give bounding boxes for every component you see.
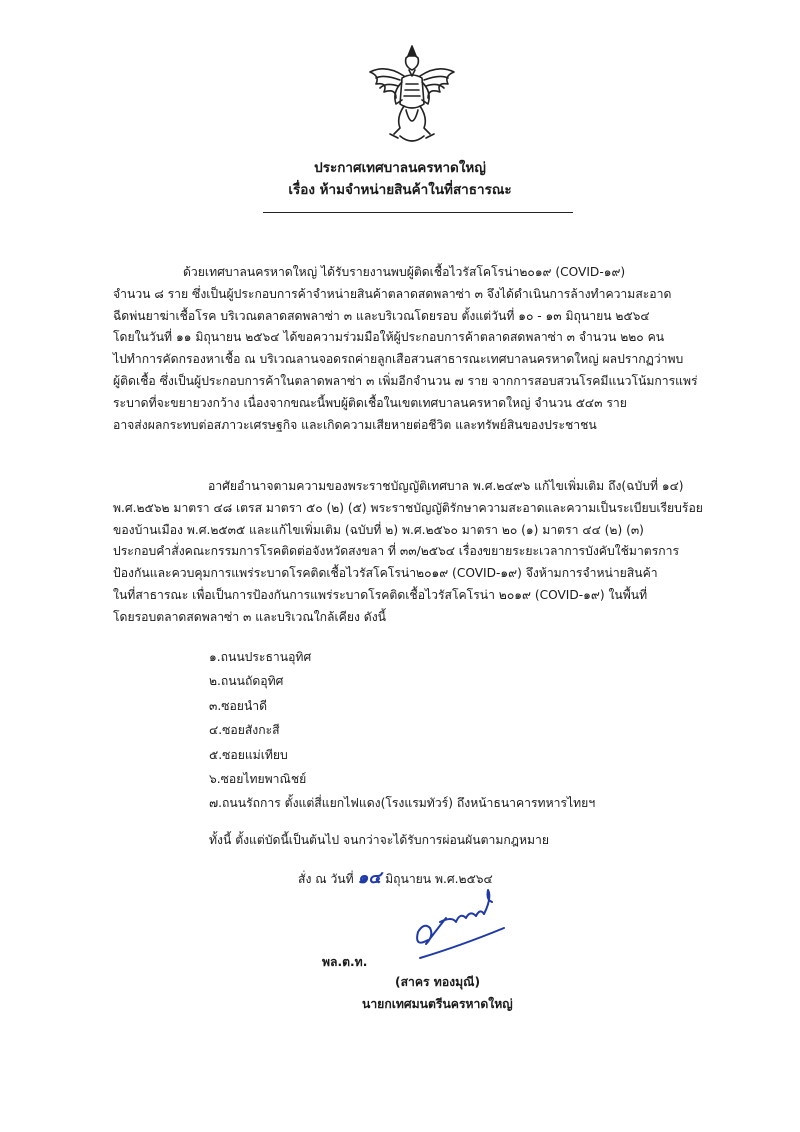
paragraph-line: โดยรอบตลาดสดพลาซ่า ๓ และบริเวณใกล้เคียง ดังนี้ <box>113 609 386 624</box>
body-paragraph-1 <box>113 262 703 436</box>
effective-statement: ทั้งนี้ ตั้งแต่บัดนี้เป็นต้นไป จนกว่าจะได้รับการผ่อนผันตามกฎหมาย <box>209 833 550 847</box>
list-item: ๖.ซอยไทยพาณิชย์ <box>209 771 307 786</box>
order-date-prefix: สั่ง ณ วันที่ <box>298 872 354 886</box>
handwritten-day: ๑๔ <box>357 868 382 888</box>
announcement-subject: เรื่อง ห้ามจำหน่ายสินค้าในที่สาธารณะ <box>288 182 512 198</box>
list-item: ๒.ถนนถัดอุทิศ <box>209 674 284 689</box>
order-date <box>298 868 493 889</box>
paragraph-line: ในที่สาธารณะ เพื่อเป็นการป้องกันการแพร่ระบาดโรคติดเชื้อไวรัสโคโรน่า ๒๐๑๙ (COVID-๑๙) ในพื้นที่ <box>113 587 648 602</box>
paragraph-line: พ.ศ.๒๕๖๒ มาตรา ๔๘ เตรส มาตรา ๕๐ (๒) (๕) พระราชบัญญัติรักษาความสะอาดและความเป็นระเบียบเรียบร้อย <box>113 500 703 515</box>
list-item: ๑.ถนนประธานอุทิศ <box>209 650 312 664</box>
paragraph-line: ฉีดพ่นยาฆ่าเชื้อโรค บริเวณตลาดสดพลาซ่า ๓ และบริเวณโดยรอบ ตั้งแต่วันที่ ๑๐ - ๑๓ มิถุนายน ๒๕๖๔ <box>113 308 650 323</box>
body-paragraph-2 <box>113 476 703 629</box>
announcement-title: ประกาศเทศบาลนครหาดใหญ่ <box>314 160 486 176</box>
order-date-suffix: มิถุนายน พ.ศ.๒๕๖๔ <box>385 872 493 886</box>
paragraph-line: จำนวน ๘ ราย ซึ่งเป็นผู้ประกอบการค้าจำหน่ายสินค้าตลาดสดพลาซ่า ๓ จึงได้ดำเนินการล้างทำความสะอาด <box>113 286 672 301</box>
paragraph-line: อาจส่งผลกระทบต่อสภาวะเศรษฐกิจ และเกิดความเสียหายต่อชีวิต และทรัพย์สินของประชาชน <box>113 417 597 432</box>
paragraph-line: ระบาดที่จะขยายวงกว้าง เนื่องจากขณะนี้พบผู้ติดเชื้อในเขตเทศบาลนครหาดใหญ่ จำนวน ๕๔๓ ราย <box>113 395 627 410</box>
street-list <box>209 645 649 816</box>
signer-rank: พล.ต.ท. <box>322 955 368 969</box>
paragraph-line: ป้องกันและควบคุมการแพร่ระบาดโรคติดเชื้อไวรัสโคโรน่า๒๐๑๙ (COVID-๑๙) จึงห้ามการจำหน่ายสินค้า <box>113 566 658 581</box>
paragraph-line: ประกอบคำสั่งคณะกรรมการโรคติดต่อจังหวัดสงขลา ที่ ๓๓/๒๕๖๔ เรื่องขยายระยะเวลาการบังคับใช้มาตรการ <box>113 544 680 559</box>
paragraph-line: ไปทำการคัดกรองหาเชื้อ ณ บริเวณลานจอดรถค่ายลูกเสือสวนสาธารณะเทศบาลนครหาดใหญ่ ผลปรากฏว่าพบ <box>113 352 684 367</box>
list-item: ๓.ซอยนำดี <box>209 698 268 713</box>
handwritten-signature <box>400 888 510 968</box>
paragraph-line: ของบ้านเมือง พ.ศ.๒๕๓๕ และแก้ไขเพิ่มเติม (ฉบับที่ ๒) พ.ศ.๒๕๖๐ มาตรา ๒๐ (๑) มาตรา ๔๔ (๒) (๓) <box>113 522 644 537</box>
list-item: ๔.ซอยสังกะสี <box>209 723 280 738</box>
signer-name: (สาคร ทองมุณี) <box>395 975 481 989</box>
title-divider <box>263 212 573 213</box>
list-item: ๕.ซอยแม่เทียบ <box>209 747 288 762</box>
paragraph-line: อาศัยอำนาจตามความของพระราชบัญญัติเทศบาล พ.ศ.๒๔๙๖ แก้ไขเพิ่มเติม ถึง(ฉบับที่ ๑๔) <box>208 479 684 493</box>
signer-position: นายกเทศมนตรีนครหาดใหญ่ <box>362 997 513 1011</box>
paragraph-line: ด้วยเทศบาลนครหาดใหญ่ ได้รับรายงานพบผู้ติดเชื้อไวรัสโคโรน่า๒๐๑๙ (COVID-๑๙) <box>183 265 626 279</box>
paragraph-line: โดยในวันที่ ๑๑ มิถุนายน ๒๕๖๔ ได้ขอความร่วมมือให้ผู้ประกอบการค้าตลาดสดพลาซ่า ๓ จำนวน ๒๒๐ คน <box>113 330 665 345</box>
garuda-emblem-icon <box>366 42 458 150</box>
paragraph-line: ผู้ติดเชื้อ ซึ่งเป็นผู้ประกอบการค้าในตลาดพลาซ่า ๓ เพิ่มอีกจำนวน ๗ ราย จากการสอบสวนโรคมีแนวโน้มการแพร่ <box>113 373 698 388</box>
list-item: ๗.ถนนรัถการ ตั้งแต่สี่แยกไฟแดง(โรงแรมทัวร์) ถึงหน้าธนาคารทหารไทยฯ <box>209 796 596 811</box>
